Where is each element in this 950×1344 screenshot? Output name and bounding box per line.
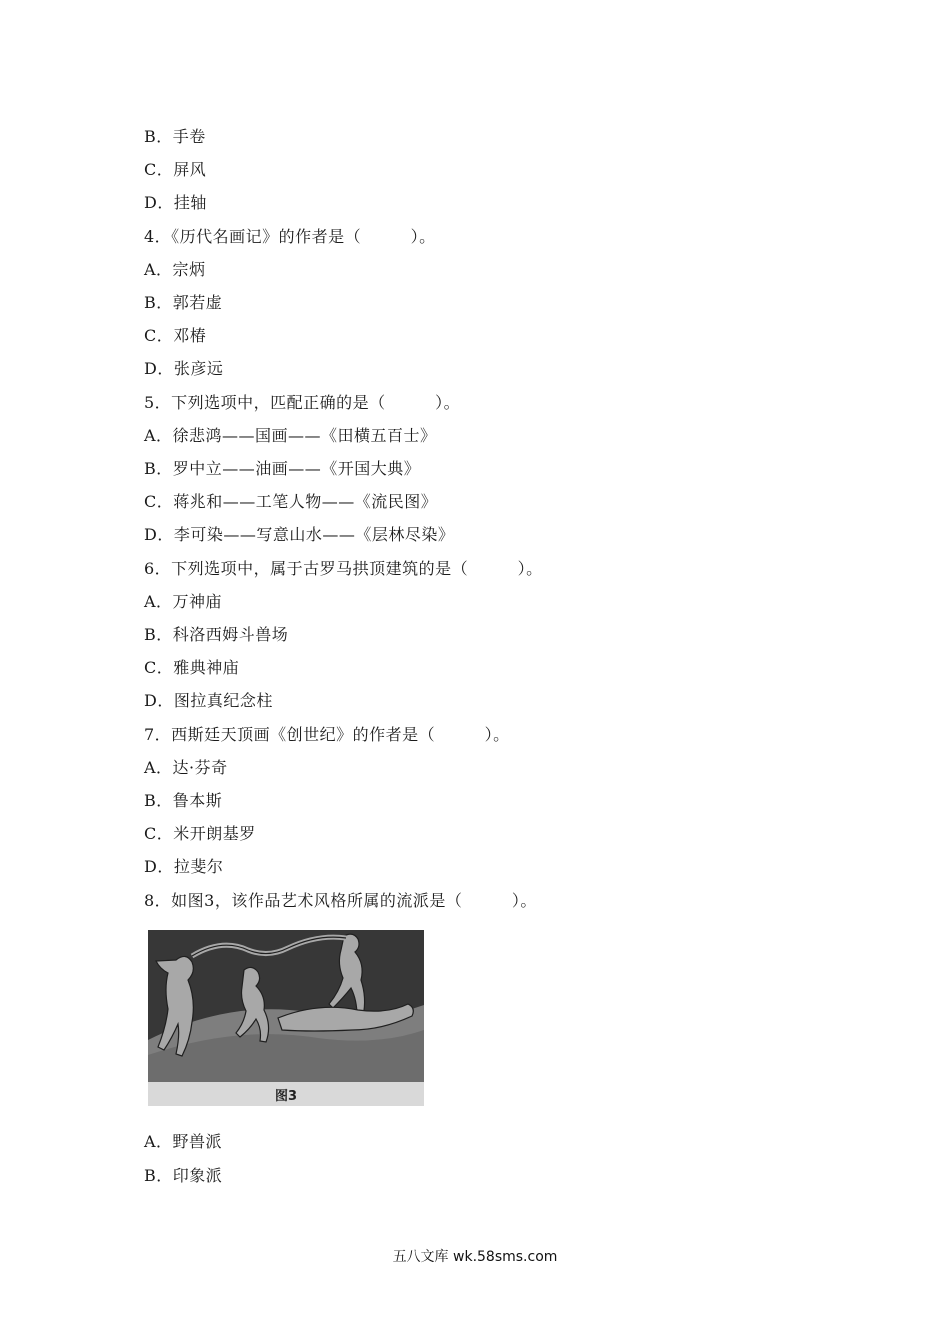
question-5: 5．下列选项中，匹配正确的是（ ）。	[144, 393, 461, 412]
option-b-line: B．科洛西姆斗兽场	[144, 625, 289, 644]
option-d-line: D．挂轴	[144, 193, 207, 212]
option-b-line: B．印象派	[144, 1166, 223, 1185]
option-c-line: C．蒋兆和——工笔人物——《流民图》	[144, 492, 438, 511]
option-c-line: C．雅典神庙	[144, 658, 240, 677]
question-4: 4．《历代名画记》的作者是（ ）。	[144, 227, 436, 246]
option-a-line: A．万神庙	[144, 592, 223, 611]
option-a-line: A．徐悲鸿——国画——《田横五百士》	[144, 426, 437, 445]
option-d-line: D．拉斐尔	[144, 857, 224, 876]
option-c-line: C．邓椿	[144, 326, 207, 345]
option-c-line: C．米开朗基罗	[144, 824, 256, 843]
option-d-line: D．李可染——写意山水——《层林尽染》	[144, 525, 455, 544]
artwork-figure	[148, 930, 424, 1106]
option-b-line: B．手卷	[144, 127, 206, 146]
option-d-line: D．图拉真纪念柱	[144, 691, 273, 710]
option-a-line: A．达·芬奇	[144, 758, 228, 777]
question-7: 7．西斯廷天顶画《创世纪》的作者是（ ）。	[144, 725, 510, 744]
option-b-line: B．鲁本斯	[144, 791, 223, 810]
option-c-line: C．屏风	[144, 160, 207, 179]
dance-painting-image	[148, 930, 424, 1106]
question-6: 6．下列选项中，属于古罗马拱顶建筑的是（ ）。	[144, 559, 543, 578]
option-b-line: B．罗中立——油画——《开国大典》	[144, 459, 421, 478]
option-a-line: A．野兽派	[144, 1132, 223, 1151]
option-d-line: D．张彦远	[144, 359, 224, 378]
page-footer: 五八文库 wk.58sms.com	[392, 1249, 558, 1265]
figure-caption: 图3	[274, 1089, 298, 1104]
option-b-line: B．郭若虚	[144, 293, 223, 312]
question-8: 8．如图3，该作品艺术风格所属的流派是（ ）。	[144, 891, 537, 910]
option-a-line: A．宗炳	[144, 260, 206, 279]
